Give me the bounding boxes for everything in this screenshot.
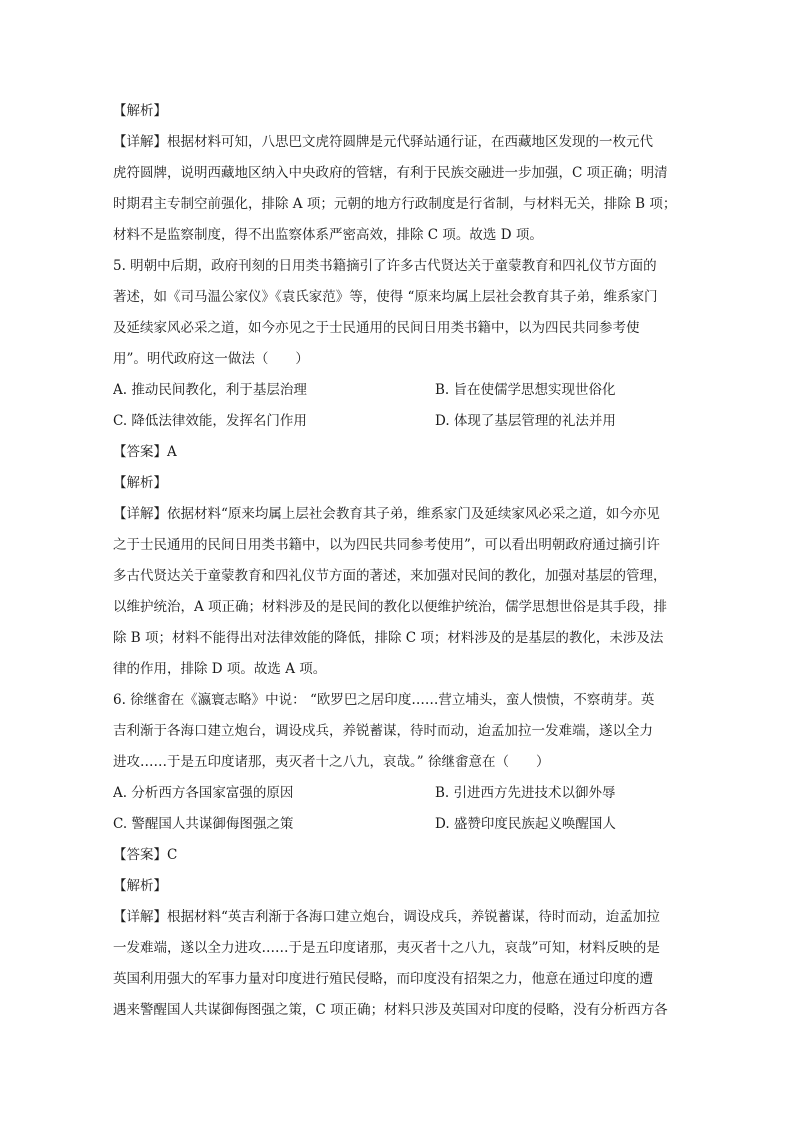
question-6-line: 进攻……于是五印度诸那，夷灭者十之八九，哀哉。” 徐继畬意在（ ）: [113, 754, 550, 770]
q5-options-row: [113, 375, 685, 406]
detail-line: 除 B 项；材料不能得出对法律效能的降低，排除 C 项；材料涉及的是基层的教化，未涉及法: [113, 630, 664, 646]
analysis-heading: 【解析】: [113, 103, 167, 119]
question-6-line: 吉利渐于各海口建立炮台，调设戍兵，养锐蓄谋，待时而动，迨孟加拉一发难端，遂以全力: [113, 723, 653, 739]
detail-line: 多古代贤达关于童蒙教育和四礼仪节方面的著述，来加强对民间的教化，加强对基层的管理，: [113, 568, 667, 584]
question-5-line: 著述，如《司马温公家仪》《袁氏家范》等，使得 “原来均属上层社会教育其子弟，维系家门: [113, 289, 658, 305]
answer-line: 【答案】A: [113, 444, 177, 460]
analysis-heading: 【解析】: [113, 475, 167, 491]
option-c: C. 降低法律效能，发挥名门作用: [113, 413, 307, 429]
detail-line: 英国利用强大的军事力量对印度进行殖民侵略，而印度没有招架之力，他意在通过印度的遭: [113, 971, 653, 987]
q6-options-row: [113, 778, 685, 809]
detail-line: 之于士民通用的民间日用类书籍中，以为四民共同参考使用”，可以看出明朝政府通过摘引许: [113, 537, 660, 553]
option-b: B. 引进西方先进技术以御外辱: [435, 785, 616, 801]
detail-line: 时期君主专制空前强化，排除 A 项；元朝的地方行政制度是行省制，与材料无关，排除 B 项；: [113, 196, 677, 212]
answer-line: 【答案】C: [113, 847, 178, 863]
option-a: A. 推动民间教化，利于基层治理: [113, 382, 307, 398]
question-5-line: 5. 明朝中后期，政府刊刻的日用类书籍摘引了许多古代贤达关于童蒙教育和四礼仪节方面的: [113, 258, 657, 274]
option-b: B. 旨在使儒学思想实现世俗化: [435, 382, 616, 398]
option-d: D. 盛赞印度民族起义唤醒国人: [435, 816, 616, 832]
question-6-line: 6. 徐继畬在《瀛寰志略》中说： “欧罗巴之居印度……营立埔头，蛮人愦愦，不察萌芽。英: [113, 692, 655, 708]
detail-line: 【详解】根据材料“英吉利渐于各海口建立炮台，调设戍兵，养锐蓄谋，待时而动，迨孟加拉: [113, 909, 660, 925]
option-a: A. 分析西方各国家富强的原因: [113, 785, 294, 801]
option-c: C. 警醒国人共谋御侮图强之策: [113, 816, 294, 832]
detail-line: 材料不是监察制度，得不出监察体系严密高效，排除 C 项。故选 D 项。: [113, 227, 543, 243]
document-page: [113, 96, 685, 1026]
detail-line: 【详解】依据材料“原来均属上层社会教育其子弟，维系家门及延续家风必采之道，如今亦见: [113, 506, 660, 522]
option-d: D. 体现了基层管理的礼法并用: [435, 413, 616, 429]
q6-options-row: [113, 809, 685, 840]
detail-line: 【详解】根据材料可知，八思巴文虎符圆牌是元代驿站通行证，在西藏地区发现的一枚元代: [113, 134, 653, 150]
q5-options-row: [113, 406, 685, 437]
question-5-line: 用”。明代政府这一做法（ ）: [113, 351, 309, 367]
detail-line: 律的作用，排除 D 项。故选 A 项。: [113, 661, 327, 677]
detail-line: 一发难端，遂以全力进攻……于是五印度诸那，夷灭者十之八九，哀哉”可知，材料反映的是: [113, 940, 660, 956]
detail-line: 遇来警醒国人共谋御侮图强之策，C 项正确；材料只涉及英国对印度的侵略，没有分析西方各: [113, 1002, 668, 1018]
analysis-heading: 【解析】: [113, 878, 167, 894]
detail-line: 以维护统治，A 项正确；材料涉及的是民间的教化以便维护统治，儒学思想世俗是其手段，排: [113, 599, 668, 615]
detail-line: 虎符圆牌，说明西藏地区纳入中央政府的管辖，有利于民族交融进一步加强，C 项正确；明清: [113, 165, 668, 181]
question-5-line: 及延续家风必采之道，如今亦见之于士民通用的民间日用类书籍中，以为四民共同参考使: [113, 320, 640, 336]
